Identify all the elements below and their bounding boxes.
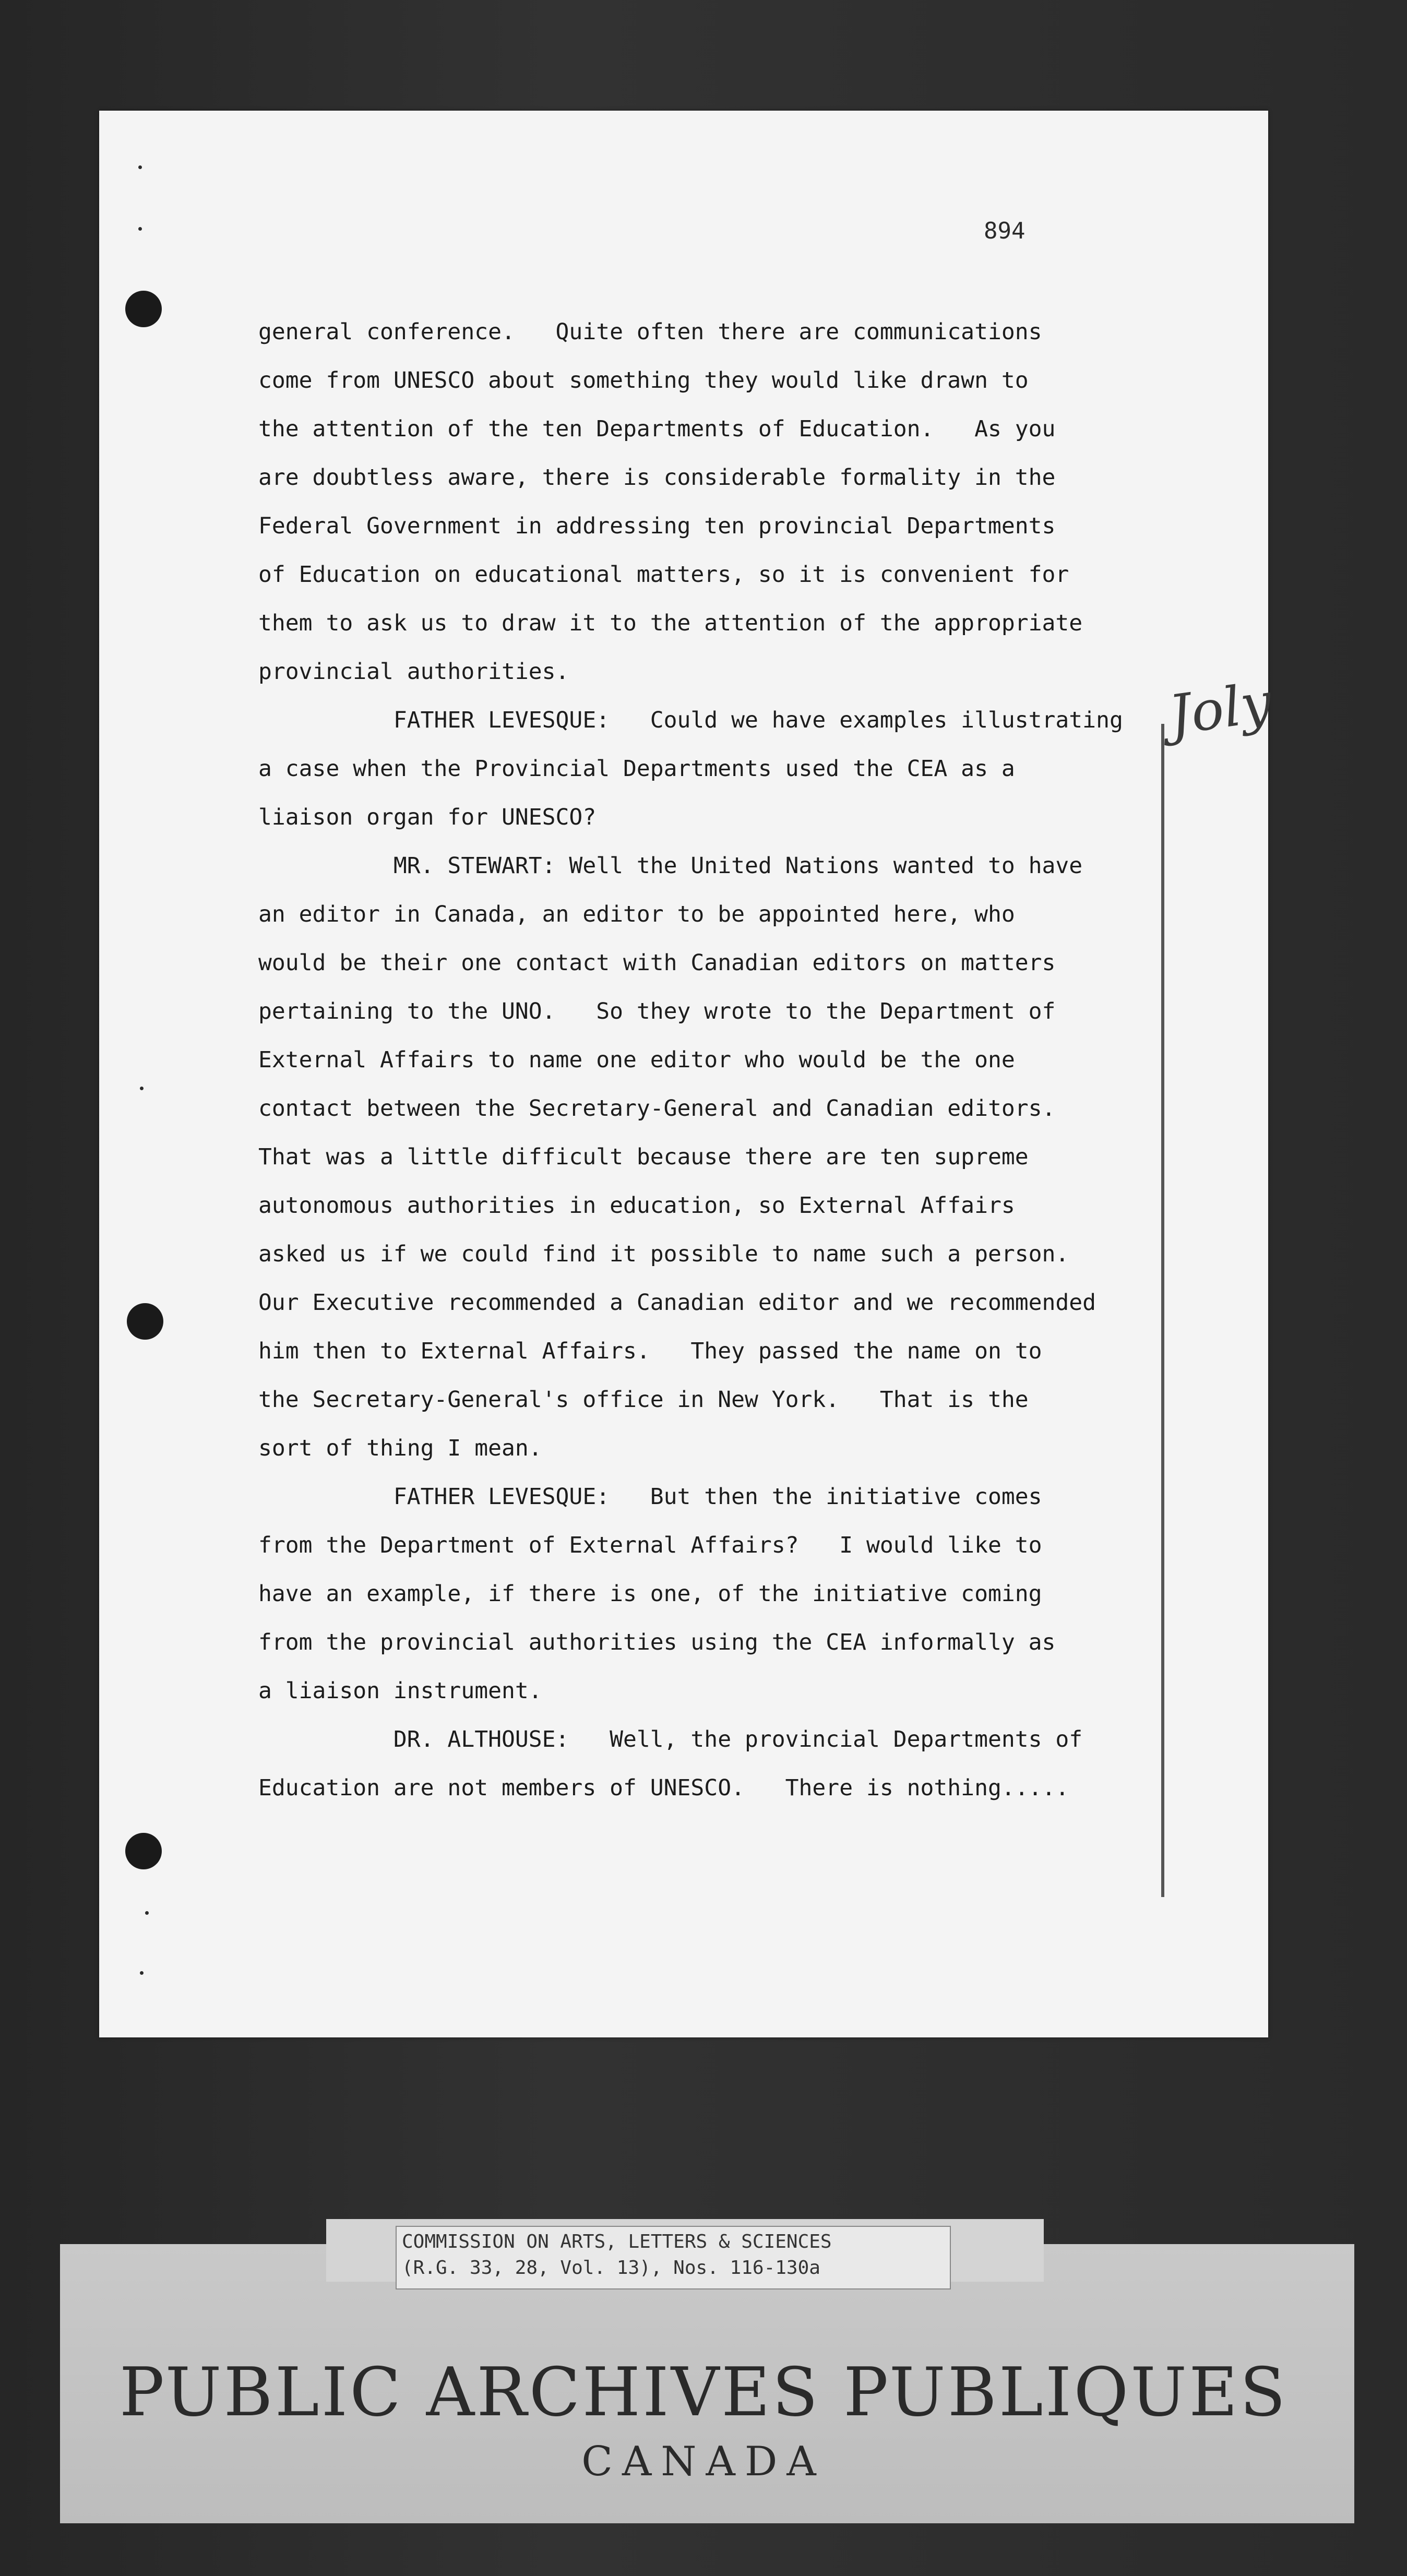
text-line: the Secretary-General's office in New York. That is the bbox=[258, 1387, 1029, 1413]
binder-hole-middle bbox=[127, 1303, 163, 1340]
text-line: from the provincial authorities using the CEA informally as bbox=[258, 1629, 1056, 1655]
collection-tag-line-1: COMMISSION ON ARTS, LETTERS & SCIENCES bbox=[402, 2231, 832, 2252]
text-line: External Affairs to name one editor who would be the one bbox=[258, 1047, 1015, 1073]
text-line: That was a little difficult because there are ten supreme bbox=[258, 1144, 1029, 1170]
text-line: have an example, if there is one, of the initiative coming bbox=[258, 1581, 1042, 1607]
handwritten-margin-mark: Joly bbox=[1165, 670, 1275, 748]
speaker-line: MR. STEWART: Well the United Nations wanted to have bbox=[258, 853, 1083, 879]
collection-tag-line-2: (R.G. 33, 28, Vol. 13), Nos. 116-130a bbox=[402, 2257, 820, 2279]
text-line: general conference. Quite often there are communications bbox=[258, 319, 1042, 345]
scan-speck bbox=[138, 227, 142, 231]
text-line: him then to External Affairs. They passed the name on to bbox=[258, 1338, 1042, 1364]
scan-speck bbox=[138, 165, 142, 169]
text-line: a liaison instrument. bbox=[258, 1678, 542, 1704]
speaker-line: DR. ALTHOUSE: Well, the provincial Departments of bbox=[258, 1726, 1083, 1752]
page-number: 894 bbox=[984, 218, 1026, 244]
transcript-body bbox=[258, 308, 1292, 1812]
archives-title: PUBLIC ARCHIVES PUBLIQUES bbox=[119, 2354, 1288, 2431]
speaker-line: FATHER LEVESQUE: Could we have examples illustrating bbox=[258, 707, 1123, 733]
scan-speck bbox=[140, 1971, 144, 1975]
binder-hole-top bbox=[125, 291, 162, 327]
scan-speck bbox=[145, 1911, 149, 1915]
text-line: contact between the Secretary-General and Canadian editors. bbox=[258, 1095, 1056, 1122]
text-line: them to ask us to draw it to the attention of the appropriate bbox=[258, 610, 1083, 636]
text-line: pertaining to the UNO. So they wrote to the Department of bbox=[258, 998, 1056, 1024]
text-line: an editor in Canada, an editor to be appointed here, who bbox=[258, 901, 1015, 927]
scan-speck bbox=[140, 1087, 144, 1090]
text-line: the attention of the ten Departments of Education. As you bbox=[258, 416, 1056, 442]
text-line: of Education on educational matters, so it is convenient for bbox=[258, 562, 1069, 588]
text-line: autonomous authorities in education, so External Affairs bbox=[258, 1192, 1015, 1219]
text-line: from the Department of External Affairs? I would like to bbox=[258, 1532, 1042, 1558]
text-line: provincial authorities. bbox=[258, 659, 569, 685]
text-line: are doubtless aware, there is considerable formality in the bbox=[258, 464, 1056, 491]
text-line: Our Executive recommended a Canadian editor and we recommended bbox=[258, 1290, 1096, 1316]
text-line: would be their one contact with Canadian editors on matters bbox=[258, 950, 1056, 976]
collection-tag bbox=[396, 2226, 951, 2289]
archives-subtitle: CANADA bbox=[581, 2438, 826, 2485]
text-line: come from UNESCO about something they would like drawn to bbox=[258, 367, 1029, 393]
text-line: Federal Government in addressing ten provincial Departments bbox=[258, 513, 1056, 539]
text-line: sort of thing I mean. bbox=[258, 1435, 542, 1461]
binder-hole-bottom bbox=[125, 1833, 162, 1869]
text-line: liaison organ for UNESCO? bbox=[258, 804, 597, 830]
speaker-line: FATHER LEVESQUE: But then the initiative comes bbox=[258, 1484, 1042, 1510]
text-line: asked us if we could find it possible to name such a person. bbox=[258, 1241, 1069, 1267]
text-line: Education are not members of UNESCO. There is nothing..... bbox=[258, 1775, 1069, 1801]
text-line: a case when the Provincial Departments used the CEA as a bbox=[258, 756, 1015, 782]
